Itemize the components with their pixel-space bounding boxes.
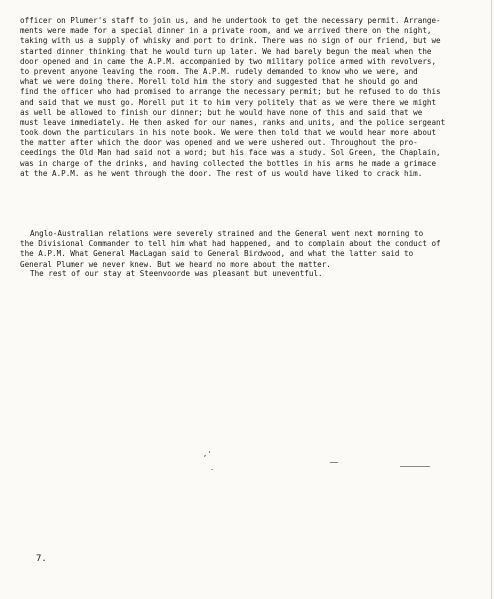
page-edge	[491, 0, 492, 599]
text-line: the A.P.M. What General MacLagan said to General Birdwood, and what the latter said to	[20, 249, 414, 259]
text-line: took down the particulars in his note book. We were then told that we would hear more about	[20, 128, 437, 138]
text-line: ments were made for a special dinner in a private room, and we arrived there on the night,	[20, 26, 432, 36]
text-line: door opened and in came the A.P.M. accompanied by two military police armed with revolvers,	[20, 56, 437, 66]
text-line: officer on Plumer's staff to join us, and he undertook to get the necessary permit. Arrange-	[20, 16, 441, 25]
text-line: the Divisional Commander to tell him what had happened, and to complain about the conduct of	[20, 239, 441, 249]
text-line: Anglo-Australian relations were severely strained and the General went next morning to	[30, 229, 424, 238]
paragraph-3	[20, 269, 478, 279]
scan-dash	[330, 462, 338, 463]
text-line: as well be allowed to finish our dinner; but he would have none of this and said that we	[20, 107, 423, 117]
scan-dash	[400, 466, 430, 467]
text-line: started dinner thinking that he would turn up later. We had barely begun the meal when the	[20, 46, 432, 56]
text-line: The rest of our stay at Steenvoorde was pleasant but uneventful.	[30, 269, 323, 278]
text-line: at the A.P.M. as he went through the door. The rest of us would have liked to crack him.	[20, 168, 423, 178]
text-line: find the officer who had promised to arrange the necessary permit; but he refused to do this	[20, 87, 441, 97]
page-number: 7.	[36, 554, 47, 564]
text-line: General Plumer we never knew. But we heard no more about the matter.	[20, 259, 331, 269]
text-line: and said that we must go. Morell put it to him very politely that as we were there we might	[20, 97, 437, 107]
scan-speck: ·	[210, 466, 215, 474]
text-line: ceedings the Old Man had said not a word; but his face was a study. Sol Green, the Chaplain,	[20, 148, 441, 158]
text-line: taking with us a supply of whisky and port to drink. There was no sign of our friend, but we	[20, 36, 441, 46]
text-line: the matter after which the door was opened and we were ushered out. Throughout the pro-	[20, 138, 418, 148]
paragraph-2	[20, 229, 478, 270]
text-line: must leave immediately. He then asked for our names, ranks and units, and the police sergeant	[20, 117, 446, 127]
text-line: what we were doing there. Morell told him the story and suggested that he should go and	[20, 77, 418, 87]
paragraph-1	[20, 16, 478, 179]
text-line: to prevent anyone leaving the room. The A.P.M. rudely demanded to know who we were, and	[20, 66, 418, 76]
scan-speck: ,'	[203, 450, 212, 458]
text-line: was in charge of the drinks, and having collected the bottles in his arms he made a grimace	[20, 158, 437, 168]
